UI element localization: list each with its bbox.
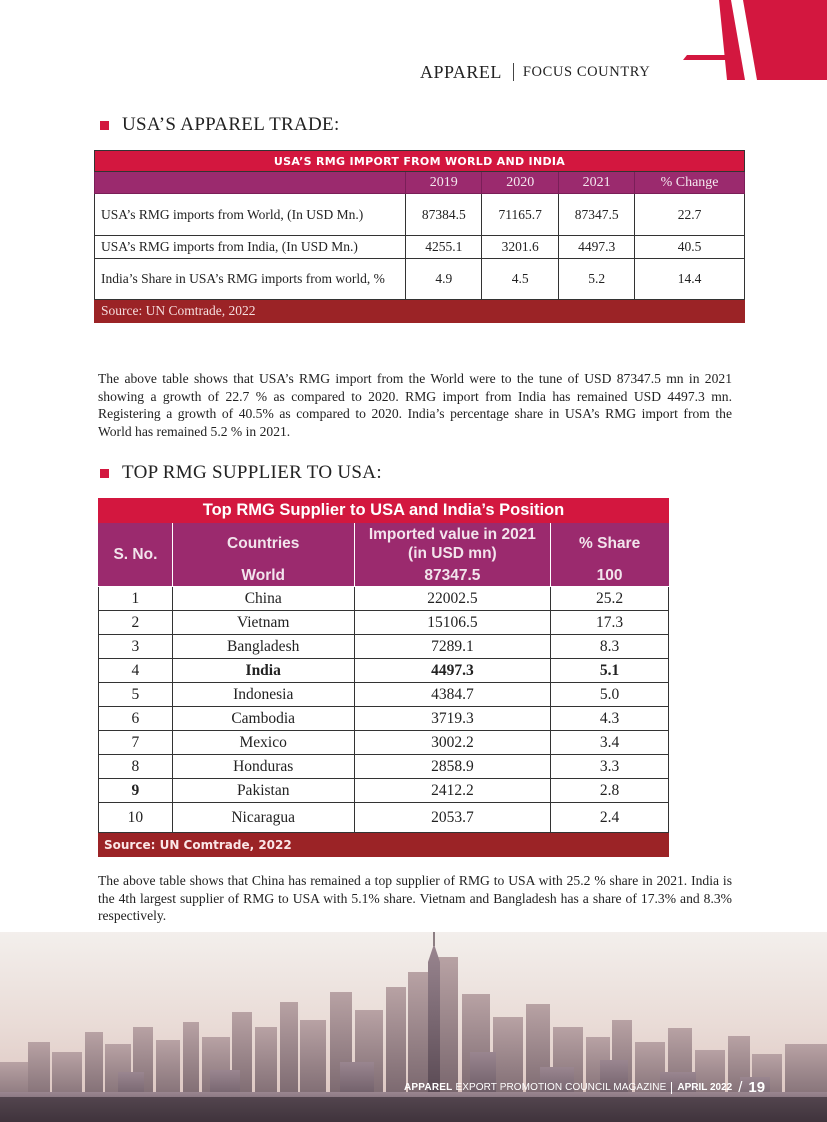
page-number: 19 <box>748 1079 766 1096</box>
page-footer <box>404 1079 814 1096</box>
header-cell: % Change <box>635 172 745 194</box>
paragraph-apparel-trade: The above table shows that USA’s RMG import from the World were to the tune of USD 87347.5 mn in 2021 showing a growth of 22.7 % as compared to 2020. RMG import from India has remained USD 4497.3 mn. Registering a growth of 40.5% as compared to 2020. India’s percentage share in USA’s RMG import from the World has remained 5.2 % in 2021. <box>98 371 732 439</box>
header-magazine: APPAREL <box>420 61 502 82</box>
cell-sno: 1 <box>99 587 173 611</box>
cell-value: 14.4 <box>635 259 745 300</box>
corner-decoration <box>667 0 827 80</box>
cell-country: China <box>172 587 354 611</box>
cell-value: 87384.5 <box>406 194 482 236</box>
header-countries: Countries <box>172 523 354 565</box>
cell-share: 3.4 <box>551 731 669 755</box>
table-row <box>99 683 669 707</box>
footer-magazine-title: EXPORT PROMOTION COUNCIL MAGAZINE <box>455 1082 667 1093</box>
cell-sno: 6 <box>99 707 173 731</box>
table-row <box>99 635 669 659</box>
table-header-row <box>99 523 669 565</box>
cell-country: Cambodia <box>172 707 354 731</box>
table-row <box>95 194 745 236</box>
paragraph-top-suppliers: The above table shows that China has remained a top supplier of RMG to USA with 25.2 % share in 2021. India is the 4th largest supplier of RMG to USA with 5.1% share. Vietnam and Bangladesh has a share of 17.3% and 8.3% respectively. <box>98 873 732 924</box>
row-label: India’s Share in USA’s RMG imports from world, % <box>95 259 406 300</box>
cell-share: 2.4 <box>551 803 669 833</box>
header-cell: 2019 <box>406 172 482 194</box>
section-title-text: USA’S APPAREL TRADE: <box>122 114 340 135</box>
header-cell: 2021 <box>559 172 635 194</box>
section-title-apparel-trade <box>100 114 340 136</box>
table-source: Source: UN Comtrade, 2022 <box>99 833 669 857</box>
cell-value: 4497.3 <box>559 236 635 259</box>
table-caption: USA’S RMG IMPORT FROM WORLD AND INDIA <box>95 151 745 172</box>
cell-country: Nicaragua <box>172 803 354 833</box>
table-row <box>99 587 669 611</box>
table-row <box>99 803 669 833</box>
table-row <box>95 236 745 259</box>
world-label: World <box>172 565 354 587</box>
table-source: Source: UN Comtrade, 2022 <box>95 300 745 323</box>
footer-date: APRIL 2022 <box>677 1082 733 1093</box>
section-title-top-suppliers <box>100 462 382 484</box>
header-divider <box>513 63 514 81</box>
header-cell <box>95 172 406 194</box>
top-supplier-table <box>98 498 669 857</box>
world-total-row <box>99 565 669 587</box>
cell-value: 4497.3 <box>354 659 551 683</box>
cell-share: 8.3 <box>551 635 669 659</box>
cell-country: Bangladesh <box>172 635 354 659</box>
table-row <box>99 779 669 803</box>
header-sno: S. No. <box>99 523 173 587</box>
row-label: USA’s RMG imports from India, (In USD Mn.) <box>95 236 406 259</box>
cell-value: 2858.9 <box>354 755 551 779</box>
cell-country: Honduras <box>172 755 354 779</box>
header-share: % Share <box>551 523 669 565</box>
table-caption: Top RMG Supplier to USA and India’s Position <box>99 499 669 523</box>
cell-value: 5.2 <box>559 259 635 300</box>
cell-value: 4.5 <box>482 259 559 300</box>
cell-value: 2053.7 <box>354 803 551 833</box>
cell-share: 17.3 <box>551 611 669 635</box>
world-share: 100 <box>551 565 669 587</box>
cell-value: 40.5 <box>635 236 745 259</box>
cell-value: 22.7 <box>635 194 745 236</box>
cell-share: 4.3 <box>551 707 669 731</box>
cell-value: 4.9 <box>406 259 482 300</box>
table-row <box>95 259 745 300</box>
cell-sno: 4 <box>99 659 173 683</box>
table-row <box>99 659 669 683</box>
cell-share: 25.2 <box>551 587 669 611</box>
cell-value: 15106.5 <box>354 611 551 635</box>
cell-share: 3.3 <box>551 755 669 779</box>
cell-value: 7289.1 <box>354 635 551 659</box>
cell-share: 5.1 <box>551 659 669 683</box>
cell-value: 3002.2 <box>354 731 551 755</box>
world-value: 87347.5 <box>354 565 551 587</box>
row-label: USA’s RMG imports from World, (In USD Mn.) <box>95 194 406 236</box>
cell-sno: 10 <box>99 803 173 833</box>
cell-sno: 9 <box>99 779 173 803</box>
cell-sno: 8 <box>99 755 173 779</box>
cell-value: 3719.3 <box>354 707 551 731</box>
table-header-row <box>95 172 745 194</box>
cell-country: India <box>172 659 354 683</box>
cell-sno: 3 <box>99 635 173 659</box>
table-row <box>99 707 669 731</box>
cell-country: Pakistan <box>172 779 354 803</box>
cell-value: 4255.1 <box>406 236 482 259</box>
cell-country: Vietnam <box>172 611 354 635</box>
cell-value: 3201.6 <box>482 236 559 259</box>
cell-country: Indonesia <box>172 683 354 707</box>
footer-brand: APPAREL <box>404 1082 453 1093</box>
cell-share: 5.0 <box>551 683 669 707</box>
cell-sno: 7 <box>99 731 173 755</box>
bullet-square-icon <box>100 469 109 478</box>
header-cell: 2020 <box>482 172 559 194</box>
cell-value: 22002.5 <box>354 587 551 611</box>
usa-rmg-import-table <box>94 150 745 323</box>
cell-share: 2.8 <box>551 779 669 803</box>
cell-value: 4384.7 <box>354 683 551 707</box>
footer-slash: / <box>738 1079 743 1096</box>
cell-value: 71165.7 <box>482 194 559 236</box>
page-header <box>420 60 670 84</box>
table-row <box>99 731 669 755</box>
table-row <box>99 755 669 779</box>
bullet-square-icon <box>100 121 109 130</box>
footer-divider <box>671 1082 672 1094</box>
cell-country: Mexico <box>172 731 354 755</box>
header-imported-value: Imported value in 2021 (in USD mn) <box>354 523 551 565</box>
section-title-text: TOP RMG SUPPLIER TO USA: <box>122 462 382 483</box>
cell-value: 87347.5 <box>559 194 635 236</box>
cell-sno: 2 <box>99 611 173 635</box>
cell-value: 2412.2 <box>354 779 551 803</box>
cell-sno: 5 <box>99 683 173 707</box>
table-row <box>99 611 669 635</box>
header-section: FOCUS COUNTRY <box>522 63 651 80</box>
